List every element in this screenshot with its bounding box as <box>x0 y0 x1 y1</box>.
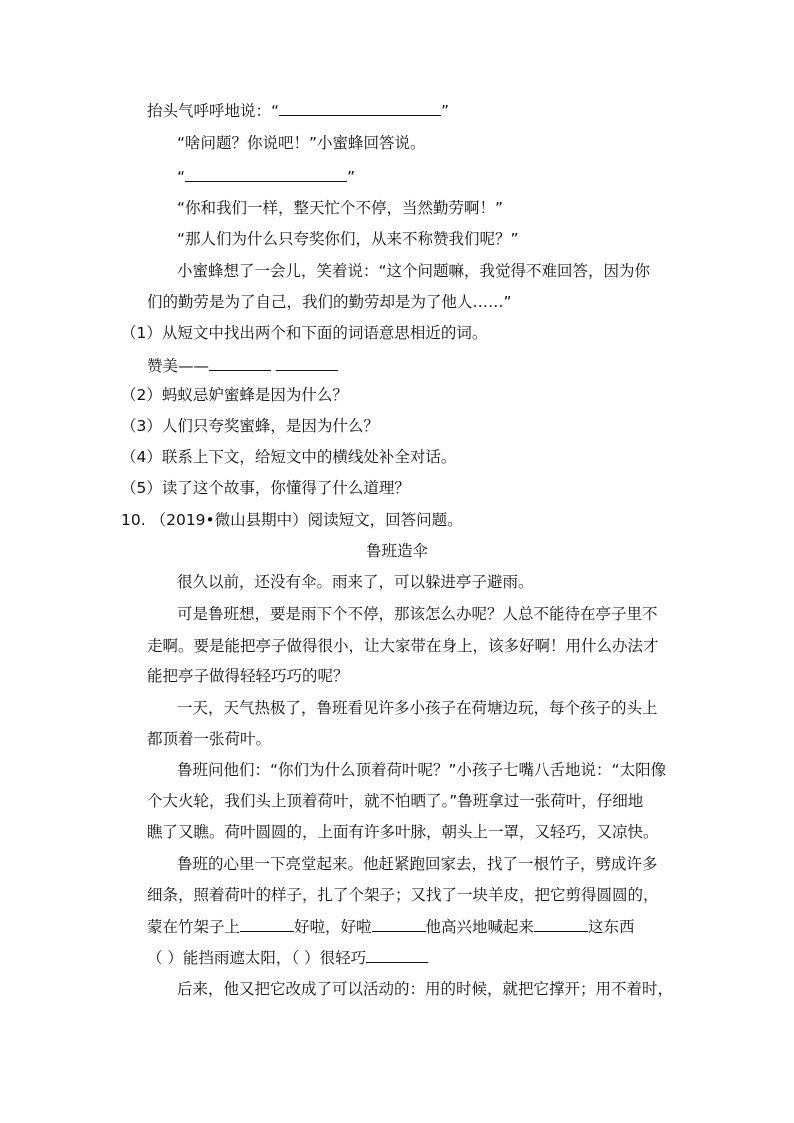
question-2: （2）蚂蚁忌妒蜜蜂是因为什么？ <box>121 386 348 404</box>
text: 这东西 <box>588 918 635 936</box>
passage-line: 走啊。要是能把亭子做得很小，让大家带在身上，该多好啊！用什么办法才 <box>147 637 659 655</box>
passage-line: 鲁班的心里一下亮堂起来。他赶紧跑回家去，找了一根竹子，劈成许多 <box>177 855 658 873</box>
text: （ ）能挡雨遮太阳，（ ）很轻巧 <box>147 949 367 967</box>
passage-line: “啥问题？你说吧！”小蜜蜂回答说。 <box>177 134 426 152</box>
question-4: （4）联系上下文，给短文中的横线处补全对话。 <box>121 448 457 466</box>
passage-line: 可是鲁班想，要是雨下个不停，那该怎么办呢？人总不能待在亭子里不 <box>177 605 658 623</box>
text: “ <box>177 168 186 186</box>
passage-line <box>147 916 635 937</box>
text: ” <box>347 168 356 186</box>
text: 好啦，好啦 <box>294 918 372 936</box>
answer-blank[interactable] <box>240 916 294 932</box>
passage-line: 小蜜蜂想了一会儿，笑着说：“这个问题嘛，我觉得不难回答，因为你 <box>177 262 651 280</box>
passage-line: 一天，天气热极了，鲁班看见许多小孩子在荷塘边玩，每个孩子的头上 <box>177 699 658 717</box>
passage-line: 们的勤劳是为了自己，我们的勤劳却是为了他人……” <box>147 293 512 311</box>
passage-line: 个大火轮，我们头上顶着荷叶，就不怕晒了。”鲁班拿过一张荷叶，仔细地 <box>147 792 644 810</box>
passage-line: 很久以前，还没有伞。雨来了，可以躲进亭子避雨。 <box>177 573 534 591</box>
item-number: 10. <box>121 511 146 529</box>
text: 蒙在竹架子上 <box>147 918 241 936</box>
item-prompt: （2019•微山县期中）阅读短文，回答问题。 <box>150 511 463 529</box>
answer-blank[interactable] <box>372 916 426 932</box>
passage-line: “你和我们一样，整天忙个不停，当然勤劳啊！” <box>177 199 504 217</box>
question-1: （1）从短文中找出两个和下面的词语意思相近的词。 <box>121 324 488 342</box>
text: ” <box>441 102 450 120</box>
answer-blank[interactable] <box>534 916 588 932</box>
text: 赞美—— <box>147 357 210 375</box>
answer-blank[interactable] <box>366 947 428 963</box>
question-5: （5）读了这个故事，你懂得了什么道理？ <box>121 479 410 497</box>
passage-title: 鲁班造伞 <box>365 542 428 560</box>
passage-line: 细条，照着荷叶的样子，扎了个架子；又找了一块羊皮，把它剪得圆圆的， <box>147 886 659 904</box>
answer-blank[interactable] <box>209 355 271 371</box>
passage-line <box>147 947 428 968</box>
text: 抬头气呼呼地说：“ <box>147 102 280 120</box>
passage-line: 能把亭子做得轻轻巧巧的呢？ <box>147 667 349 685</box>
text: 他高兴地喊起来 <box>425 918 535 936</box>
passage-line: “那人们为什么只夸奖你们，从来不称赞我们呢？” <box>177 230 519 248</box>
item-10-header <box>121 510 463 530</box>
answer-blank[interactable] <box>279 100 441 116</box>
passage-line <box>177 166 355 187</box>
question-3: （3）人们只夸奖蜜蜂，是因为什么？ <box>121 417 379 435</box>
passage-line <box>147 100 449 121</box>
answer-blank[interactable] <box>276 355 338 371</box>
answer-blank[interactable] <box>185 166 347 182</box>
passage-line: 都顶着一张荷叶。 <box>147 730 272 748</box>
passage-line: 瞧了又瞧。荷叶圆圆的，上面有许多叶脉，朝头上一罩，又轻巧，又凉快。 <box>147 823 659 841</box>
passage-line: 鲁班问他们：“你们为什么顶着荷叶呢？”小孩子七嘴八舌地说：“太阳像 <box>177 761 667 779</box>
passage-line: 后来，他又把它改成了可以活动的：用的时候，就把它撑开；用不着时， <box>177 980 674 998</box>
question-1-answer <box>147 355 338 376</box>
